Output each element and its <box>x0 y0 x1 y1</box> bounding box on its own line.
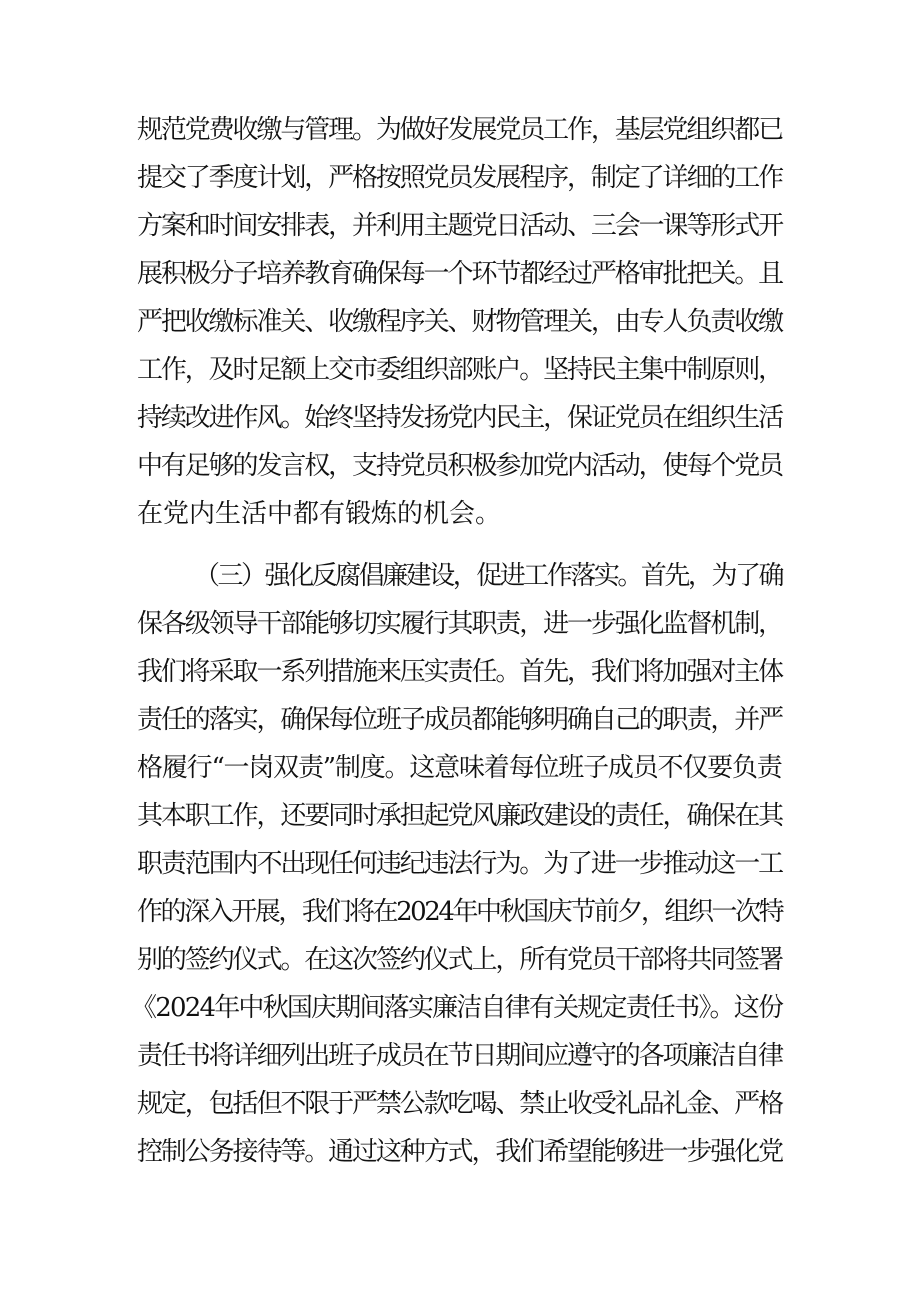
text-line: 保各级领导干部能够切实履行其职责，进一步强化监督机制， <box>137 609 783 639</box>
text-line: 作的深入开展，我们将在2024年中秋国庆节前夕，组织一次特 <box>137 897 783 927</box>
text-line: 方案和时间安排表，并利用主题党日活动、三会一课等形式开 <box>137 211 783 241</box>
text-line: 在党内生活中都有锻炼的机会。 <box>137 499 502 529</box>
text-line: 提交了季度计划，严格按照党员发展程序，制定了详细的工作 <box>137 163 783 193</box>
text-line: 规定，包括但不限于严禁公款吃喝、禁止收受礼品礼金、严格 <box>137 1089 783 1119</box>
text-line: 其本职工作，还要同时承担起党风廉政建设的责任，确保在其 <box>137 801 783 831</box>
text-line: 我们将采取一系列措施来压实责任。首先，我们将加强对主体 <box>137 657 783 687</box>
text-line: 责任的落实，确保每位班子成员都能够明确自己的职责，并严 <box>137 705 783 735</box>
text-line: 别的签约仪式。在这次签约仪式上，所有党员干部将共同签署 <box>137 945 783 975</box>
text-line: 《2024年中秋国庆期间落实廉洁自律有关规定责任书》。这份 <box>131 993 783 1023</box>
text-line: 中有足够的发言权，支持党员积极参加党内活动，使每个党员 <box>137 451 783 481</box>
text-line: 严把收缴标准关、收缴程序关、财物管理关，由专人负责收缴 <box>137 307 783 337</box>
text-line: 责任书将详细列出班子成员在节日期间应遵守的各项廉洁自律 <box>137 1041 783 1071</box>
text-line: 展积极分子培养教育确保每一个环节都经过严格审批把关。且 <box>137 259 783 289</box>
text-line: 工作，及时足额上交市委组织部账户。坚持民主集中制原则， <box>137 355 783 385</box>
text-line: 职责范围内不出现任何违纪违法行为。为了进一步推动这一工 <box>137 849 783 879</box>
text-line: 格履行“一岗双责”制度。这意味着每位班子成员不仅要负责 <box>137 753 782 783</box>
text-line: （三）强化反腐倡廉建设，促进工作落实。首先，为了确 <box>194 561 783 591</box>
text-line: 规范党费收缴与管理。为做好发展党员工作，基层党组织都已 <box>137 115 783 145</box>
text-line: 持续改进作风。始终坚持发扬党内民主，保证党员在组织生活 <box>137 403 783 433</box>
text-line: 控制公务接待等。通过这种方式，我们希望能够进一步强化党 <box>137 1137 783 1167</box>
